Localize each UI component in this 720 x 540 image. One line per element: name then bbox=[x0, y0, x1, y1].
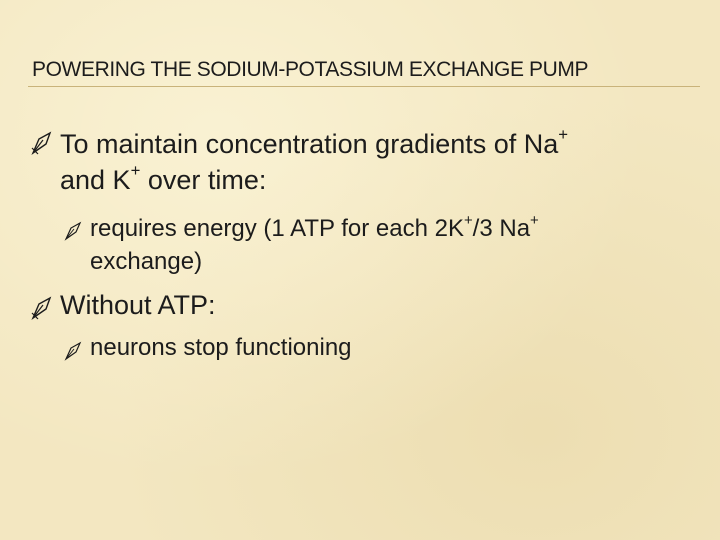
pen-nib-icon bbox=[30, 295, 56, 321]
bullet-concentration-gradients bbox=[60, 125, 569, 200]
superscript-plus: + bbox=[558, 125, 569, 145]
small-pen-nib-icon bbox=[63, 220, 85, 242]
bullet-without-atp: Without ATP: bbox=[60, 290, 216, 320]
small-pen-nib-icon bbox=[63, 340, 85, 362]
bullet-text: requires energy (1 ATP for each 2K bbox=[90, 215, 464, 242]
slide-title: POWERING THE SODIUM-POTASSIUM EXCHANGE PUMP bbox=[32, 58, 589, 81]
superscript-plus: + bbox=[130, 161, 141, 181]
bullet-text: and K bbox=[60, 165, 131, 195]
bullet-text: over time: bbox=[140, 165, 267, 195]
superscript-plus: + bbox=[530, 212, 539, 229]
bullet-text: To maintain concentration gradients of Na bbox=[60, 129, 559, 159]
bullet-text: exchange) bbox=[90, 248, 203, 275]
title-divider bbox=[28, 86, 700, 87]
pen-nib-icon bbox=[30, 130, 56, 156]
bullet-text: /3 Na bbox=[472, 215, 531, 242]
superscript-plus: + bbox=[463, 212, 473, 229]
subbullet-neurons-stop: neurons stop functioning bbox=[90, 334, 352, 361]
subbullet-requires-energy bbox=[90, 214, 539, 277]
